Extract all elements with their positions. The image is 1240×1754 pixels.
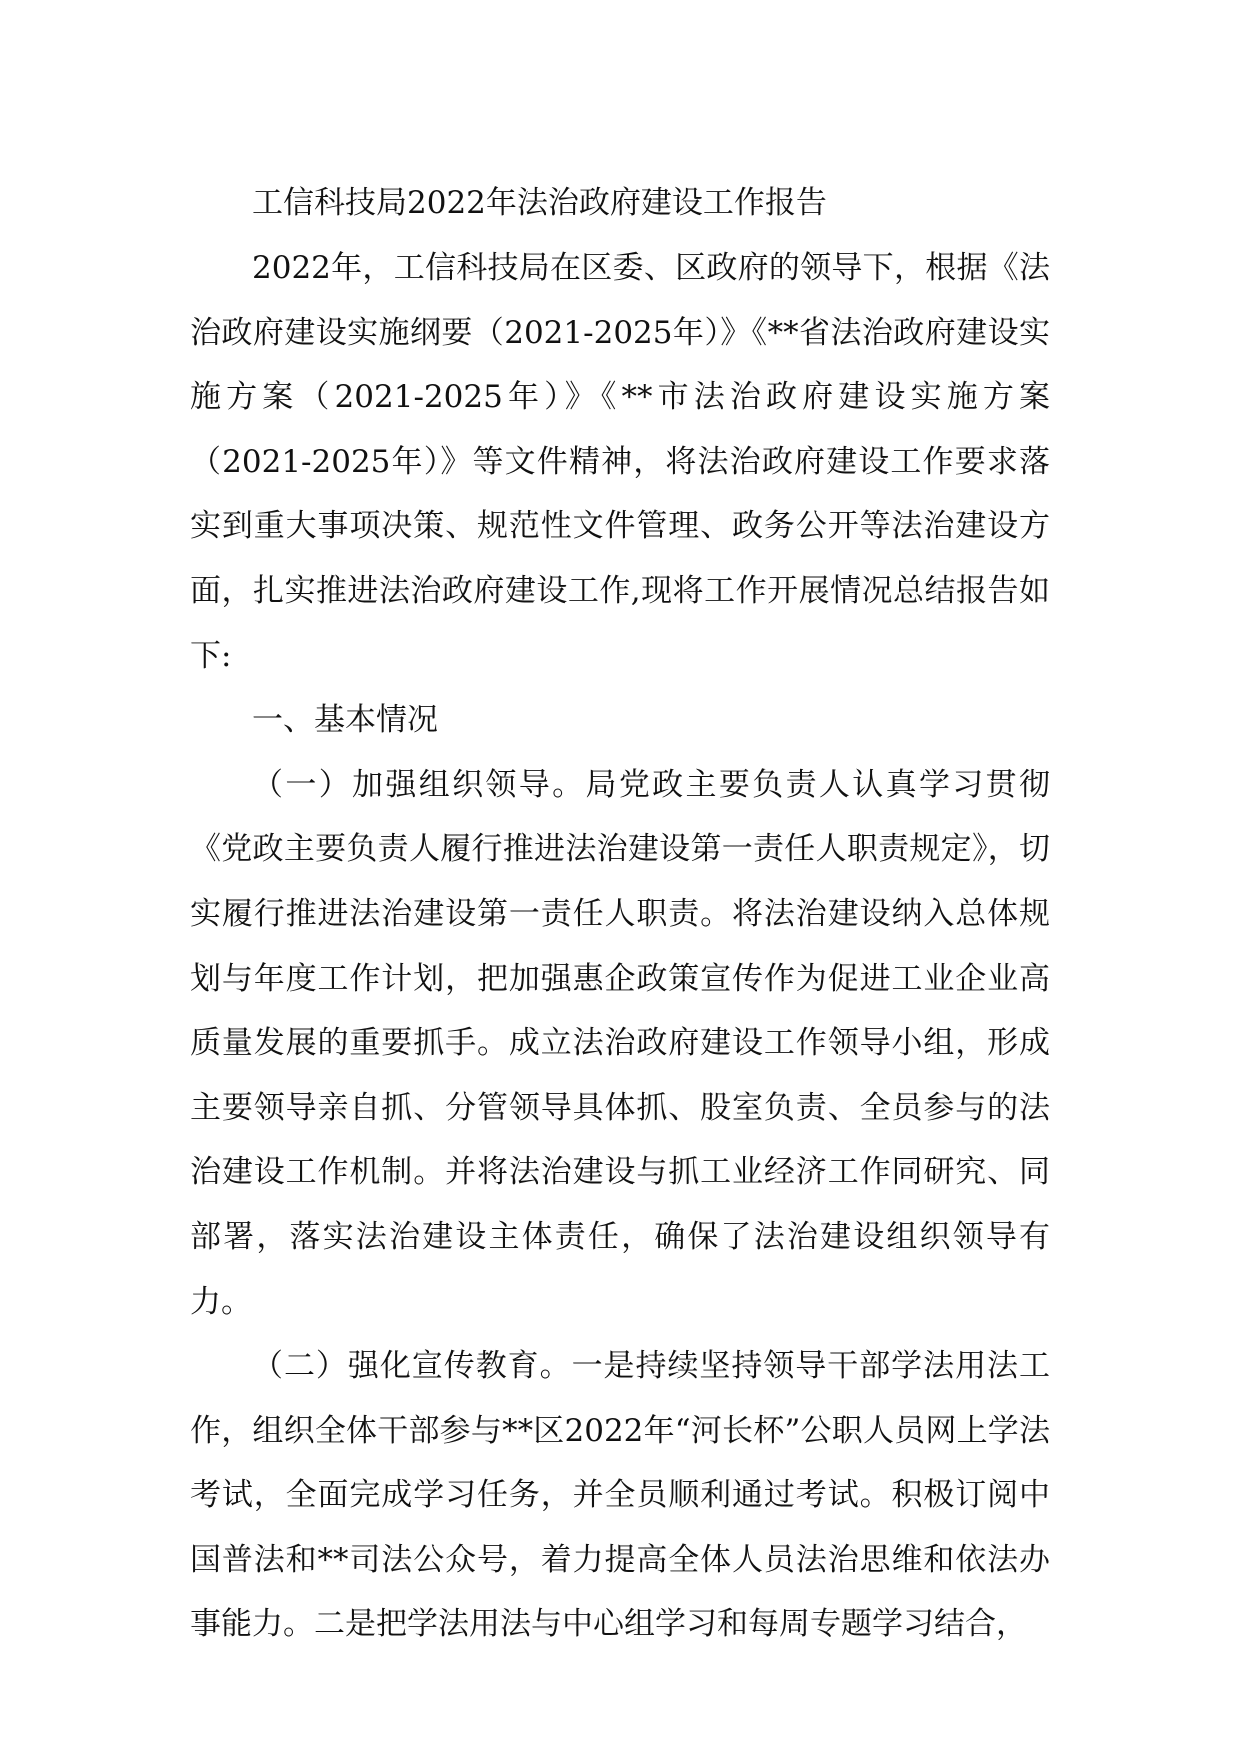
paragraph-organization-leadership: （一）加强组织领导。局党政主要负责人认真学习贯彻《党政主要负责人履行推进法治建设第一责任人职责规定》，切实履行推进法治建设第一责任人职责。将法治建设纳入总体规划与年度工作计划，把加强惠企政策宣传作为促进工业企业高质量发展的重要抓手。成立法治政府建设工作领导小组，形成主要领导亲自抓、分管领导具体抓、股室负责、全员参与的法治建设工作机制。并将法治建设与抓工业经济工作同研究、同部署，落实法治建设主体责任，确保了法治建设组织领导有力。 [190, 766, 1050, 1320]
document-body [190, 170, 1050, 1657]
section-heading-basic-situation: 一、基本情况 [252, 702, 438, 739]
intro-paragraph: 2022年，工信科技局在区委、区政府的领导下，根据《法治政府建设实施纲要（2021-2025年）》《**省法治政府建设实施方案（2021-2025年）》《**市法治政府建设实施方案（2021-2025年）》等文件精神，将法治政府建设工作要求落实到重大事项决策、规范性文件管理、政务公开等法治建设方面，扎实推进法治政府建设工作,现将工作开展情况总结报告如下: [190, 250, 1050, 674]
paragraph-publicity-education: （二）强化宣传教育。一是持续坚持领导干部学法用法工作，组织全体干部参与**区2022年“河长杯”公职人员网上学法考试，全面完成学习任务，并全员顺利通过考试。积极订阅中国普法和**司法公众号，着力提高全体人员法治思维和依法办事能力。二是把学法用法与中心组学习和每周专题学习结合， [190, 1348, 1050, 1643]
document-title: 工信科技局2022年法治政府建设工作报告 [252, 185, 827, 221]
